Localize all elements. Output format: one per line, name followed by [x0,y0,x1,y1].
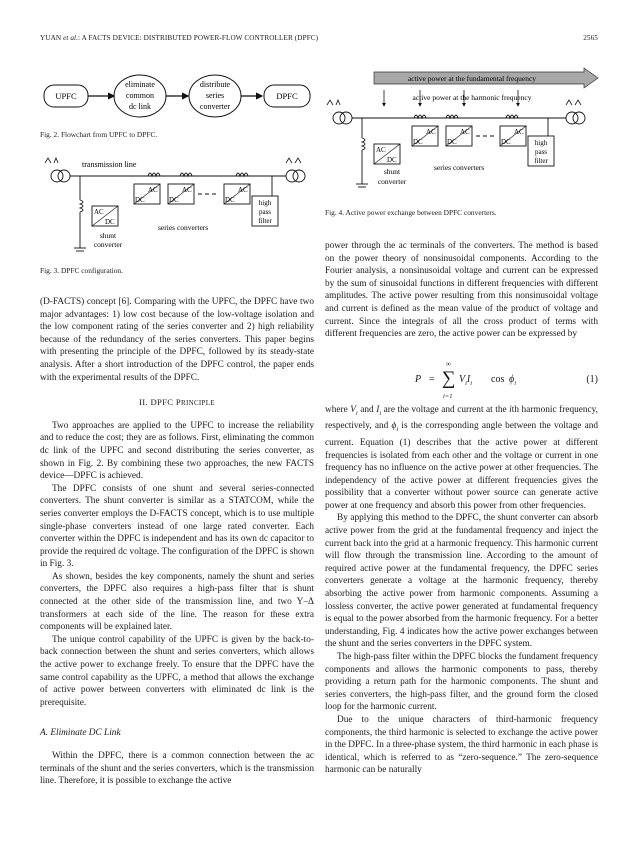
fig3-transmission-line-label: transmission line [82,160,137,169]
fig2-upfc: UPFC [55,91,77,101]
fig2-step2-line2: series [205,91,225,100]
fig4-ac-1: AC [426,128,436,136]
left-paragraph-4: The unique control capability of the UPFC is given by the back-to-back connection between the shunt and series converters, which allows the active power to exchange freely. To ensure that the DPFC have the same control capability as the UPFC, a method that allows the exchange of active power between converters with eliminated dc link is the prerequisite. [40,634,314,708]
fig2-step2-line3: converter [199,102,231,111]
left-paragraph-5: Within the DPFC, there is a common connection between the ac terminals of the shunt and the series converters, which is the transmission line. Therefore, it is possible to exchange the active [40,751,314,787]
fig4-dc-1: DC [413,138,423,146]
subsection-heading: A. Eliminate DC Link [40,728,121,739]
left-paragraph-2: The DPFC consists of one shunt and several series-connected converters. The shunt converter is similar as a STATCOM, while the series converter employs the D-FACTS concept, which is to use multiple single-phase converters instead of one large rated converter. Each converter within the DPFC is independent and has its own dc capacitor to provide the required dc voltage. The configuration of the DPFC is shown in Fig. 3. [40,483,314,570]
page-number: 2565 [583,34,598,42]
fig2-caption: Fig. 2. Flowchart from UPFC to DPFC. [40,130,158,139]
fig3-filter-1: high [258,199,272,207]
fig3-shunt-label-2: converter [93,240,123,249]
fig4-dc-2: DC [447,138,457,146]
fig4-dc-3: DC [501,138,511,146]
right-paragraph-3: The high-pass filter within the DPFC blocks the fundament frequency components and allows the harmonic components to pass, thereby providing a return path for the harmonic components. The shunt and series converters, the high-pass filter, and the ground form the closed loop for the harmonic current. [325,652,598,713]
right-paragraph-2: By applying this method to the DPFC, the shunt converter can absorb active power from the grid at the fundamental frequency and inject the current back into the grid at a harmonic frequency. This harmonic current will flow through the transmission line. According to the amount of required active power at the fundamental frequency, the DPFC series converters generate a voltage at the harmonic frequency, thereby absorbing the active power from harmonic components. Assuming a lossless converter, the active power generated at fundamental frequency is equal to the power absorbed from the harmonic frequency. For a better understanding, Fig. 4 indicates how the active power exchanges between the shunt and the series converters in the DPFC system. [325,513,598,650]
fig2-step1-line3: dc link [129,102,151,111]
fig3-series-label: series converters [158,223,209,232]
section-heading: II. DPFC PRINCIPLE [139,397,215,408]
fig4-filter-3: filter [534,157,548,165]
right-paragraph-4: Due to the unique characters of third-harmonic frequency components, the third harmonic is selected to exchange the active power in the DPFC. In a three-phase system, the third harmonic in each phase is identical, which is referred to as “zero-sequence.” The zero-sequence harmonic can be naturally [325,714,598,776]
fig4-shunt-ac: AC [376,146,386,154]
left-column [40,296,314,788]
running-header [40,34,598,42]
fig4-caption: Fig. 4. Active power exchange between DPFC converters. [325,208,497,217]
fig3-dc-2: DC [169,196,179,204]
fig3-caption: Fig. 3. DPFC configuration. [40,266,123,275]
fig4-series-label: series converters [434,163,485,172]
fig4-ac-3: AC [514,128,524,136]
fig3-ac-2: AC [182,186,192,194]
fig3-shunt-ac: AC [94,208,104,216]
fig4-shunt-label-2: converter [377,177,407,186]
fig3-dc-1: DC [135,196,145,204]
fig3-shunt-label-1: shunt [99,231,117,240]
left-paragraph-3: As shown, besides the key components, namely the shunt and series converters, the DPFC also requires a high-pass filter that is shunt connected at the other side of the transmission line, and two Y–Δ transformers at each side of the line. The reason for these extra components will be explained later. [40,571,314,633]
fig4-ac-2: AC [460,128,470,136]
right-column-top [325,240,598,341]
fig4-harmonic-label: active power at the harmonic frequency [412,93,532,102]
left-paragraph-0: (D-FACTS) concept [6]. Comparing with the UPFC, the DPFC have two major advantages: 1) low cost because of the low-voltage isolation and the low component rating of the series converter and 2) high reliability because of the redundancy of the series converters. This paper begins with presenting the principle of the DPFC, followed by its steady-state analysis. After a short introduction of the DPFC control, the paper ends with the experimental results of the DPFC. [40,297,314,383]
fig3-filter-2: pass [258,208,272,216]
fig3-shunt-dc: DC [105,218,115,226]
fig3-ac-1: AC [148,186,158,194]
right-paragraph-1: where $V_i$ and $I_i$ are the voltage and current at the ith harmonic frequency, respectively, and $\phi_i$ is the corresponding angle between the voltage and current. Equation (1) describes that the active power at different frequencies is isolated from each other and the voltage or current in one frequency has no influence on the active power at other frequencies. The independency of the active power at different frequencies gives the possibility that a converter without power source can generate active power at one frequency and absorb this power from other frequencies. [325,405,599,511]
fig2-dpfc: DPFC [276,91,298,101]
fig2-step1-line1: eliminate [125,80,155,89]
fig4-diagram [322,66,600,194]
left-paragraph-1: Two approaches are applied to the UPFC to increase the reliability and to reduce the cost; they are as follows. First, eliminating the common dc link of the UPFC and second distributing the series converter, as shown in Fig. 2. By combining these two approaches, the new FACTS device—DPFC is achieved. [40,420,314,482]
fig4-filter-2: pass [534,148,548,156]
fig2-step1-line2: common [126,91,154,100]
fig3-filter-3: filter [258,217,272,225]
running-title: YUAN et al.: A FACTS DEVICE: DISTRIBUTED POWER-FLOW CONTROLLER (DPFC) [40,34,319,42]
fig4-shunt-label-1: shunt [383,167,401,176]
fig3-diagram [40,152,318,262]
fig4-filter-1: high [534,139,548,147]
equation-1: P = ∞ ∑ i=1 $V_iI_i$ cos $\phi_i$ (1) [415,360,598,400]
fig3-ac-3: AC [238,186,248,194]
fig2-step2-line1: distribute [199,80,231,89]
right-paragraph-0: power through the ac terminals of the converters. The method is based on the power theory of nonsinusoidal components. According to the Fourier analysis, a nonsinusoidal voltage and current can be expressed by the sum of sinusoidal functions in different frequencies with different amplitudes. The active power resulting from this nonsinusoidal voltage and current is defined as the mean value of the product of voltage and current. Since the integrals of all the cross product of terms with different frequencies are zero, the active power can be expressed by [325,241,598,340]
right-column-bottom [325,404,598,777]
fig4-fundamental-label: active power at the fundamental frequency [407,74,537,83]
fig4-shunt-dc: DC [387,156,397,164]
fig3-dc-3: DC [225,196,235,204]
fig2-flowchart [40,70,318,122]
